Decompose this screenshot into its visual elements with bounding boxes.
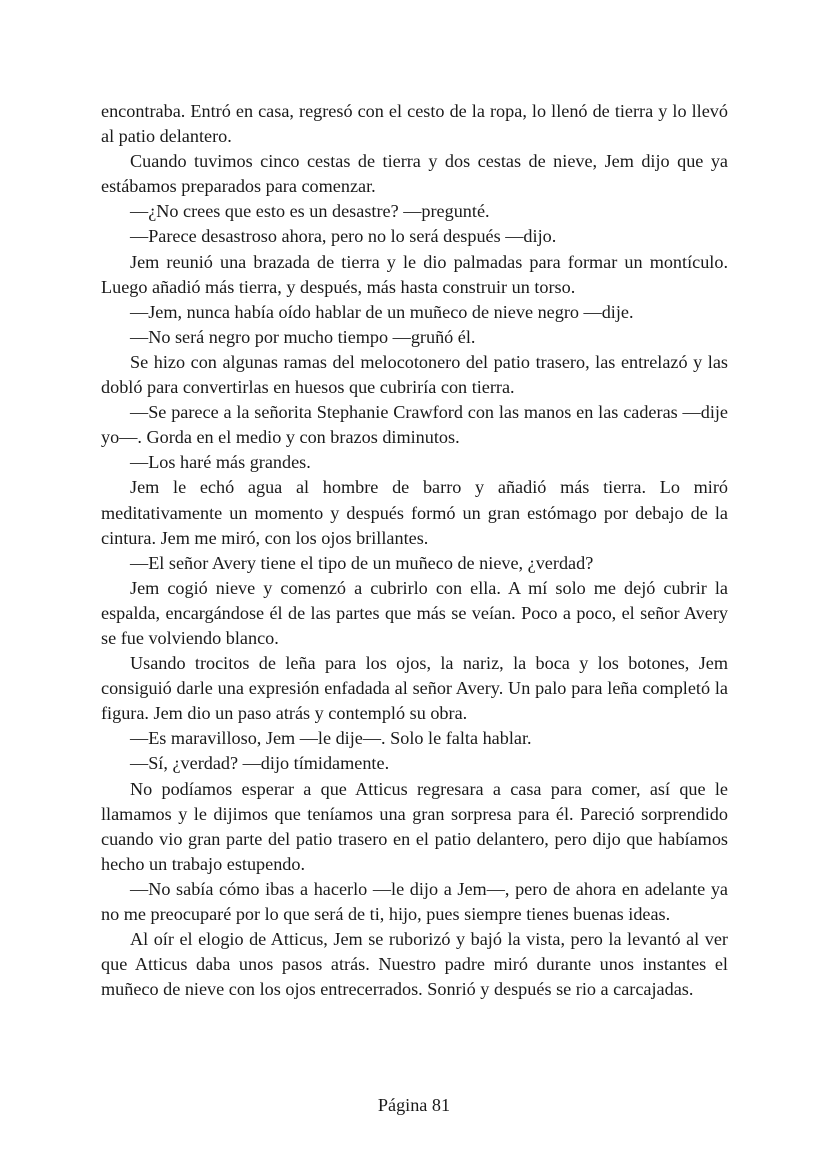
page-number: Página 81 xyxy=(377,1095,451,1115)
paragraph: —No será negro por mucho tiempo —gruñó él. xyxy=(130,326,476,347)
page-body xyxy=(101,99,728,1002)
paragraph: Se hizo con algunas ramas del melocotonero del patio trasero, las entrelazó y las dobló para convertirlas en huesos que cubriría con tierra. xyxy=(101,351,728,398)
paragraph: Cuando tuvimos cinco cestas de tierra y dos cestas de nieve, Jem dijo que ya estábamos preparados para comenzar. xyxy=(101,151,728,197)
paragraph: Jem le echó agua al hombre de barro y añadió más tierra. Lo miró meditativamente un momento y después formó un gran estómago por debajo de la cintura. Jem me miró, con los ojos brillantes. xyxy=(101,477,728,548)
paragraph: Al oír el elogio de Atticus, Jem se ruborizó y bajó la vista, pero la levantó al ver que Atticus daba unos pasos atrás. Nuestro padre miró durante unos instantes el muñeco de nieve con los ojos entrecerrados. Sonrió y después se rio a carcajadas. xyxy=(101,929,728,1000)
paragraph: Jem reunió una brazada de tierra y le dio palmadas para formar un montículo. Luego añadió más tierra, y después, más hasta construir un torso. xyxy=(101,251,728,297)
paragraph: No podíamos esperar a que Atticus regresara a casa para comer, así que le llamamos y le dijimos que teníamos una gran sorpresa para él. Pareció sorprendido cuando vio gran parte del patio trasero en el patio delantero, pero dijo que habíamos hecho un trabajo estupendo. xyxy=(101,778,728,874)
paragraph: Jem cogió nieve y comenzó a cubrirlo con ella. A mí solo me dejó cubrir la espalda, encargándose él de las partes que más se veían. Poco a poco, el señor Avery se fue volviendo blanco. xyxy=(101,577,728,648)
paragraph: —No sabía cómo ibas a hacerlo —le dijo a Jem—, pero de ahora en adelante ya no me preocuparé por lo que será de ti, hijo, pues siempre tienes buenas ideas. xyxy=(101,878,728,924)
paragraph: —¿No crees que esto es un desastre? —pregunté. xyxy=(130,201,490,222)
paragraph: —Se parece a la señorita Stephanie Crawford con las manos en las caderas —dije yo—. Gorda en el medio y con brazos diminutos. xyxy=(101,402,728,448)
paragraph: —Sí, ¿verdad? —dijo tímidamente. xyxy=(130,753,390,774)
paragraph: —Es maravilloso, Jem —le dije—. Solo le falta hablar. xyxy=(130,728,532,749)
paragraph: encontraba. Entró en casa, regresó con el cesto de la ropa, lo llenó de tierra y lo llevó al patio delantero. xyxy=(101,101,728,147)
paragraph: —El señor Avery tiene el tipo de un muñeco de nieve, ¿verdad? xyxy=(130,552,594,573)
paragraph: —Parece desastroso ahora, pero no lo será después —dijo. xyxy=(130,226,557,247)
paragraph: —Jem, nunca había oído hablar de un muñeco de nieve negro —dije. xyxy=(130,301,634,322)
paragraph: Usando trocitos de leña para los ojos, la nariz, la boca y los botones, Jem consiguió darle una expresión enfadada al señor Avery. Un palo para leña completó la figura. Jem dio un paso atrás y contempló su obra. xyxy=(101,653,728,724)
paragraph: —Los haré más grandes. xyxy=(130,452,311,473)
